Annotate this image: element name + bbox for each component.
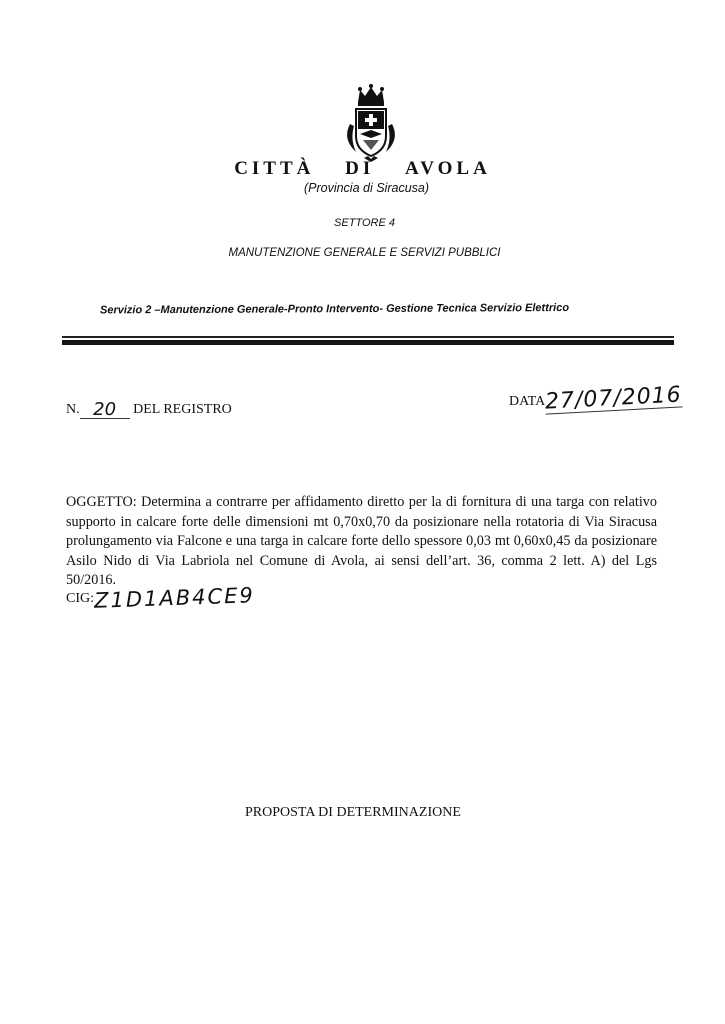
sector-label: SETTORE 4 [334,217,395,229]
header-divider-thin [62,336,674,338]
registry-prefix: N. [66,402,80,417]
city-coat-of-arms-icon [336,84,406,164]
cig-code-handwritten: Z1D1AB4CE9 [93,583,256,613]
city-title [0,158,725,180]
date-label: DATA [509,394,546,409]
cig-line [66,583,256,613]
service-label: Servizio 2 –Manutenzione Generale-Pronto Intervento- Gestione Tecnica Servizio Elettrico [99,301,570,317]
proposal-heading: PROPOSTA DI DETERMINAZIONE [245,805,461,820]
registry-number-handwritten: 20 [80,402,130,419]
department-label: MANUTENZIONE GENERALE E SERVIZI PUBBLICI [228,247,501,259]
date-line [509,382,683,415]
city-title-word: CITTÀ [234,158,315,179]
city-title-word: DI [345,158,375,179]
city-title-word: AVOLA [405,158,491,179]
date-handwritten: 27/07/2016 [544,382,683,415]
registry-suffix: DEL REGISTRO [133,402,232,417]
registry-number-line [66,400,232,418]
header-divider-thick [62,340,674,345]
cig-label: CIG: [66,591,94,606]
province-label: (Provincia di Siracusa) [303,181,430,195]
subject-paragraph: OGGETTO: Determina a contrarre per affidamento diretto per la di fornitura di una targa con relativo supporto in calcare forte delle dimensioni mt 0,70x0,70 da posizionare nella rotatoria di Via Siracusa prolungamento via Falcone e una targa in calcare forte dello spessore 0,03 mt 0,60x0,45 da posizionare Asilo Nido di Via Labriola nel Comune di Avola, ai sensi dell’art. 36, comma 2 lett. A) del Lgs 50/2016. [66,494,657,588]
